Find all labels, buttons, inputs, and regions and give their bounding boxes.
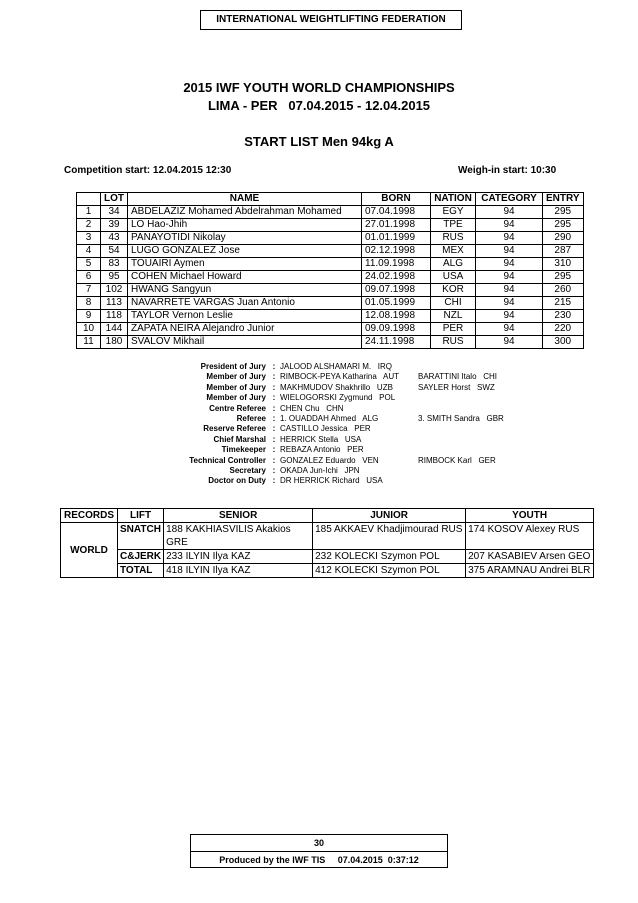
cell-nation: MEX	[431, 245, 476, 258]
jury-role: Reserve Referee	[203, 424, 266, 434]
cell-entry: 310	[543, 258, 584, 271]
jury-colon: :	[272, 414, 276, 424]
cell-name: NAVARRETE VARGAS Juan Antonio	[128, 297, 362, 310]
cell-lot: 95	[101, 271, 128, 284]
col-nation: NATION	[431, 193, 476, 206]
record-youth: 375 ARAMNAU Andrei BLR	[466, 564, 594, 578]
cell-lot: 39	[101, 219, 128, 232]
cell-entry: 287	[543, 245, 584, 258]
cell-born: 02.12.1998	[362, 245, 431, 258]
cell-nation: USA	[431, 271, 476, 284]
jury-name-second: RIMBOCK Karl GER	[418, 455, 496, 465]
cell-born: 09.09.1998	[362, 323, 431, 336]
jury-name: JALOOD ALSHAMARI M. IRQ	[280, 362, 393, 371]
event-location-dates: LIMA - PER 07.04.2015 - 12.04.2015	[207, 98, 431, 113]
jury-name-second	[418, 445, 504, 455]
cell-entry: 295	[543, 206, 584, 219]
weigh-in-start: Weigh-in start: 10:30	[458, 165, 557, 176]
records-row	[61, 550, 594, 564]
cell-lot: 34	[101, 206, 128, 219]
record-youth: 174 KOSOV Alexey RUS	[466, 523, 594, 550]
record-junior: 232 KOLECKI Szymon POL	[313, 550, 466, 564]
jury-role: Member of Jury	[206, 393, 266, 403]
cell-category: 94	[476, 310, 543, 323]
cell-number: 1	[77, 206, 101, 219]
records-row	[61, 523, 594, 550]
jury-role: Technical Controller	[189, 455, 266, 465]
cell-lot: 118	[101, 310, 128, 323]
cell-entry: 290	[543, 232, 584, 245]
cell-name: TAYLOR Vernon Leslie	[128, 310, 362, 323]
cell-category: 94	[476, 297, 543, 310]
table-row	[77, 219, 584, 232]
col-junior: JUNIOR	[313, 509, 466, 523]
cell-lot: 144	[101, 323, 128, 336]
cell-number: 4	[77, 245, 101, 258]
col-lot: LOT	[101, 193, 128, 206]
jury-name: REBAZA Antonio PER	[280, 445, 364, 455]
cell-born: 24.11.1998	[362, 336, 431, 349]
cell-lot: 113	[101, 297, 128, 310]
record-lift: TOTAL	[118, 564, 164, 578]
cell-born: 01.01.1999	[362, 232, 431, 245]
jury-name: CHEN Chu CHN	[280, 403, 344, 413]
cell-name: SVALOV Mikhail	[128, 336, 362, 349]
col-lift: LIFT	[118, 509, 164, 523]
col-name: NAME	[128, 193, 362, 206]
cell-entry: 295	[543, 271, 584, 284]
table-row	[77, 284, 584, 297]
record-senior: 418 ILYIN Ilya KAZ	[164, 564, 313, 578]
jury-name: RIMBOCK-PEYA Katharina AUT	[280, 372, 400, 382]
event-title: 2015 IWF YOUTH WORLD CHAMPIONSHIPS	[183, 80, 455, 95]
jury-row	[150, 424, 504, 434]
cell-name: LO Hao-Jhih	[128, 219, 362, 232]
cell-born: 24.02.1998	[362, 271, 431, 284]
jury-name-second: SAYLER Horst SWZ	[418, 382, 495, 392]
jury-colon: :	[272, 382, 276, 392]
jury-row	[150, 414, 504, 424]
jury-name-second	[418, 466, 504, 476]
cell-born: 11.09.1998	[362, 258, 431, 271]
cell-entry: 260	[543, 284, 584, 297]
cell-category: 94	[476, 258, 543, 271]
cell-number: 8	[77, 297, 101, 310]
record-junior: 412 KOLECKI Szymon POL	[313, 564, 466, 578]
cell-number: 10	[77, 323, 101, 336]
col-entry: ENTRY	[543, 193, 584, 206]
jury-role: President of Jury	[200, 362, 266, 371]
cell-entry: 300	[543, 336, 584, 349]
cell-lot: 54	[101, 245, 128, 258]
competition-start: Competition start: 12.04.2015 12:30	[64, 165, 232, 176]
table-row	[77, 258, 584, 271]
cell-category: 94	[476, 206, 543, 219]
cell-category: 94	[476, 219, 543, 232]
cell-lot: 180	[101, 336, 128, 349]
table-row	[77, 245, 584, 258]
jury-role: Member of Jury	[206, 382, 266, 392]
cell-category: 94	[476, 323, 543, 336]
jury-row	[150, 404, 504, 414]
produced-by: Produced by the IWF TIS 07.04.2015 0:37:12	[219, 855, 419, 865]
table-row	[77, 232, 584, 245]
cell-name: TOUAIRI Aymen	[128, 258, 362, 271]
cell-nation: EGY	[431, 206, 476, 219]
cell-entry: 230	[543, 310, 584, 323]
cell-nation: CHI	[431, 297, 476, 310]
table-row	[77, 297, 584, 310]
cell-born: 09.07.1998	[362, 284, 431, 297]
cell-name: HWANG Sangyun	[128, 284, 362, 297]
cell-entry: 215	[543, 297, 584, 310]
jury-row	[150, 445, 504, 455]
jury-row	[150, 383, 504, 393]
table-row	[77, 206, 584, 219]
jury-colon: :	[272, 424, 276, 434]
jury-name-second: BARATTINI Italo CHI	[418, 372, 497, 382]
cell-name: PANAYOTIDI Nikolay	[128, 232, 362, 245]
cell-name: ZAPATA NEIRA Alejandro Junior	[128, 323, 362, 336]
cell-nation: ALG	[431, 258, 476, 271]
jury-colon: :	[272, 393, 276, 403]
cell-nation: NZL	[431, 310, 476, 323]
record-youth: 207 KASABIEV Arsen GEO	[466, 550, 594, 564]
jury-role: Centre Referee	[209, 403, 266, 413]
cell-name: ABDELAZIZ Mohamed Abdelrahman Mohamed	[128, 206, 362, 219]
table-row	[77, 336, 584, 349]
jury-colon: :	[272, 403, 276, 413]
federation-header: INTERNATIONAL WEIGHTLIFTING FEDERATION	[200, 10, 462, 30]
jury-row	[150, 456, 504, 466]
jury-name: GONZALEZ Eduardo VEN	[280, 455, 379, 465]
col-senior: SENIOR	[164, 509, 313, 523]
cell-entry: 220	[543, 323, 584, 336]
cell-nation: RUS	[431, 232, 476, 245]
cell-number: 7	[77, 284, 101, 297]
page-footer	[190, 834, 448, 868]
jury-name: CASTILLO Jessica PER	[280, 424, 371, 434]
cell-nation: PER	[431, 323, 476, 336]
jury-name-second	[418, 404, 504, 414]
cell-category: 94	[476, 245, 543, 258]
jury-colon: :	[272, 445, 276, 455]
cell-lot: 43	[101, 232, 128, 245]
cell-category: 94	[476, 284, 543, 297]
jury-colon: :	[272, 362, 276, 371]
cell-category: 94	[476, 336, 543, 349]
records-row	[61, 564, 594, 578]
cell-born: 07.04.1998	[362, 206, 431, 219]
jury-name-second	[418, 476, 504, 486]
jury-colon: :	[272, 466, 276, 476]
cell-nation: TPE	[431, 219, 476, 232]
jury-table	[150, 362, 504, 487]
records-table	[60, 508, 594, 578]
jury-role: Doctor on Duty	[208, 476, 266, 486]
cell-category: 94	[476, 271, 543, 284]
jury-row	[150, 372, 504, 382]
jury-name: MAKHMUDOV Shakhrillo UZB	[280, 382, 393, 392]
cell-number: 6	[77, 271, 101, 284]
cell-born: 27.01.1998	[362, 219, 431, 232]
cell-born: 12.08.1998	[362, 310, 431, 323]
col-born: BORN	[362, 193, 431, 206]
cell-number: 3	[77, 232, 101, 245]
cell-nation: KOR	[431, 284, 476, 297]
jury-name: WIELOGORSKI Zygmund POL	[280, 393, 396, 403]
cell-nation: RUS	[431, 336, 476, 349]
jury-row	[150, 466, 504, 476]
records-header-row	[61, 509, 594, 523]
record-senior: 188 KAKHIASVILIS Akakios GRE	[164, 523, 313, 550]
page-number: 30	[191, 835, 447, 852]
cell-name: LUGO GONZALEZ Jose	[128, 245, 362, 258]
col-youth: YOUTH	[466, 509, 594, 523]
records-group-world: WORLD	[61, 523, 118, 578]
cell-number: 5	[77, 258, 101, 271]
cell-category: 94	[476, 232, 543, 245]
table-row	[77, 271, 584, 284]
jury-colon: :	[272, 434, 276, 444]
jury-row	[150, 393, 504, 403]
col-category: CATEGORY	[476, 193, 543, 206]
cell-entry: 295	[543, 219, 584, 232]
col-number	[77, 193, 101, 206]
jury-name-second	[418, 424, 504, 434]
jury-name: HERRICK Stella USA	[280, 434, 362, 444]
jury-role: Member of Jury	[206, 372, 266, 382]
jury-row	[150, 362, 504, 372]
start-list-table	[76, 192, 584, 349]
jury-row	[150, 476, 504, 486]
jury-colon: :	[272, 476, 276, 486]
jury-role: Secretary	[229, 466, 266, 476]
jury-role: Referee	[236, 414, 266, 424]
start-list-title: START LIST Men 94kg A	[244, 134, 394, 149]
cell-born: 01.05.1999	[362, 297, 431, 310]
jury-name-second	[418, 362, 504, 372]
cell-number: 2	[77, 219, 101, 232]
jury-name-second: 3. SMITH Sandra GBR	[418, 414, 504, 424]
jury-row	[150, 435, 504, 445]
table-row	[77, 310, 584, 323]
cell-lot: 102	[101, 284, 128, 297]
jury-colon: :	[272, 455, 276, 465]
cell-number: 9	[77, 310, 101, 323]
jury-role: Chief Marshal	[213, 434, 266, 444]
record-lift: SNATCH	[118, 523, 164, 550]
cell-lot: 83	[101, 258, 128, 271]
cell-number: 11	[77, 336, 101, 349]
jury-colon: :	[272, 372, 276, 382]
col-records: RECORDS	[61, 509, 118, 523]
jury-role: Timekeeper	[221, 445, 266, 455]
jury-name: DR HERRICK Richard USA	[280, 476, 383, 486]
record-senior: 233 ILYIN Ilya KAZ	[164, 550, 313, 564]
jury-name-second	[418, 393, 504, 403]
jury-name-second	[418, 435, 504, 445]
record-lift: C&JERK	[118, 550, 164, 564]
start-list-header-row	[77, 193, 584, 206]
cell-name: COHEN Michael Howard	[128, 271, 362, 284]
jury-name: 1. OUADDAH Ahmed ALG	[280, 414, 379, 424]
table-row	[77, 323, 584, 336]
record-junior: 185 AKKAEV Khadjimourad RUS	[313, 523, 466, 550]
jury-name: OKADA Jun-Ichi JPN	[280, 466, 360, 476]
